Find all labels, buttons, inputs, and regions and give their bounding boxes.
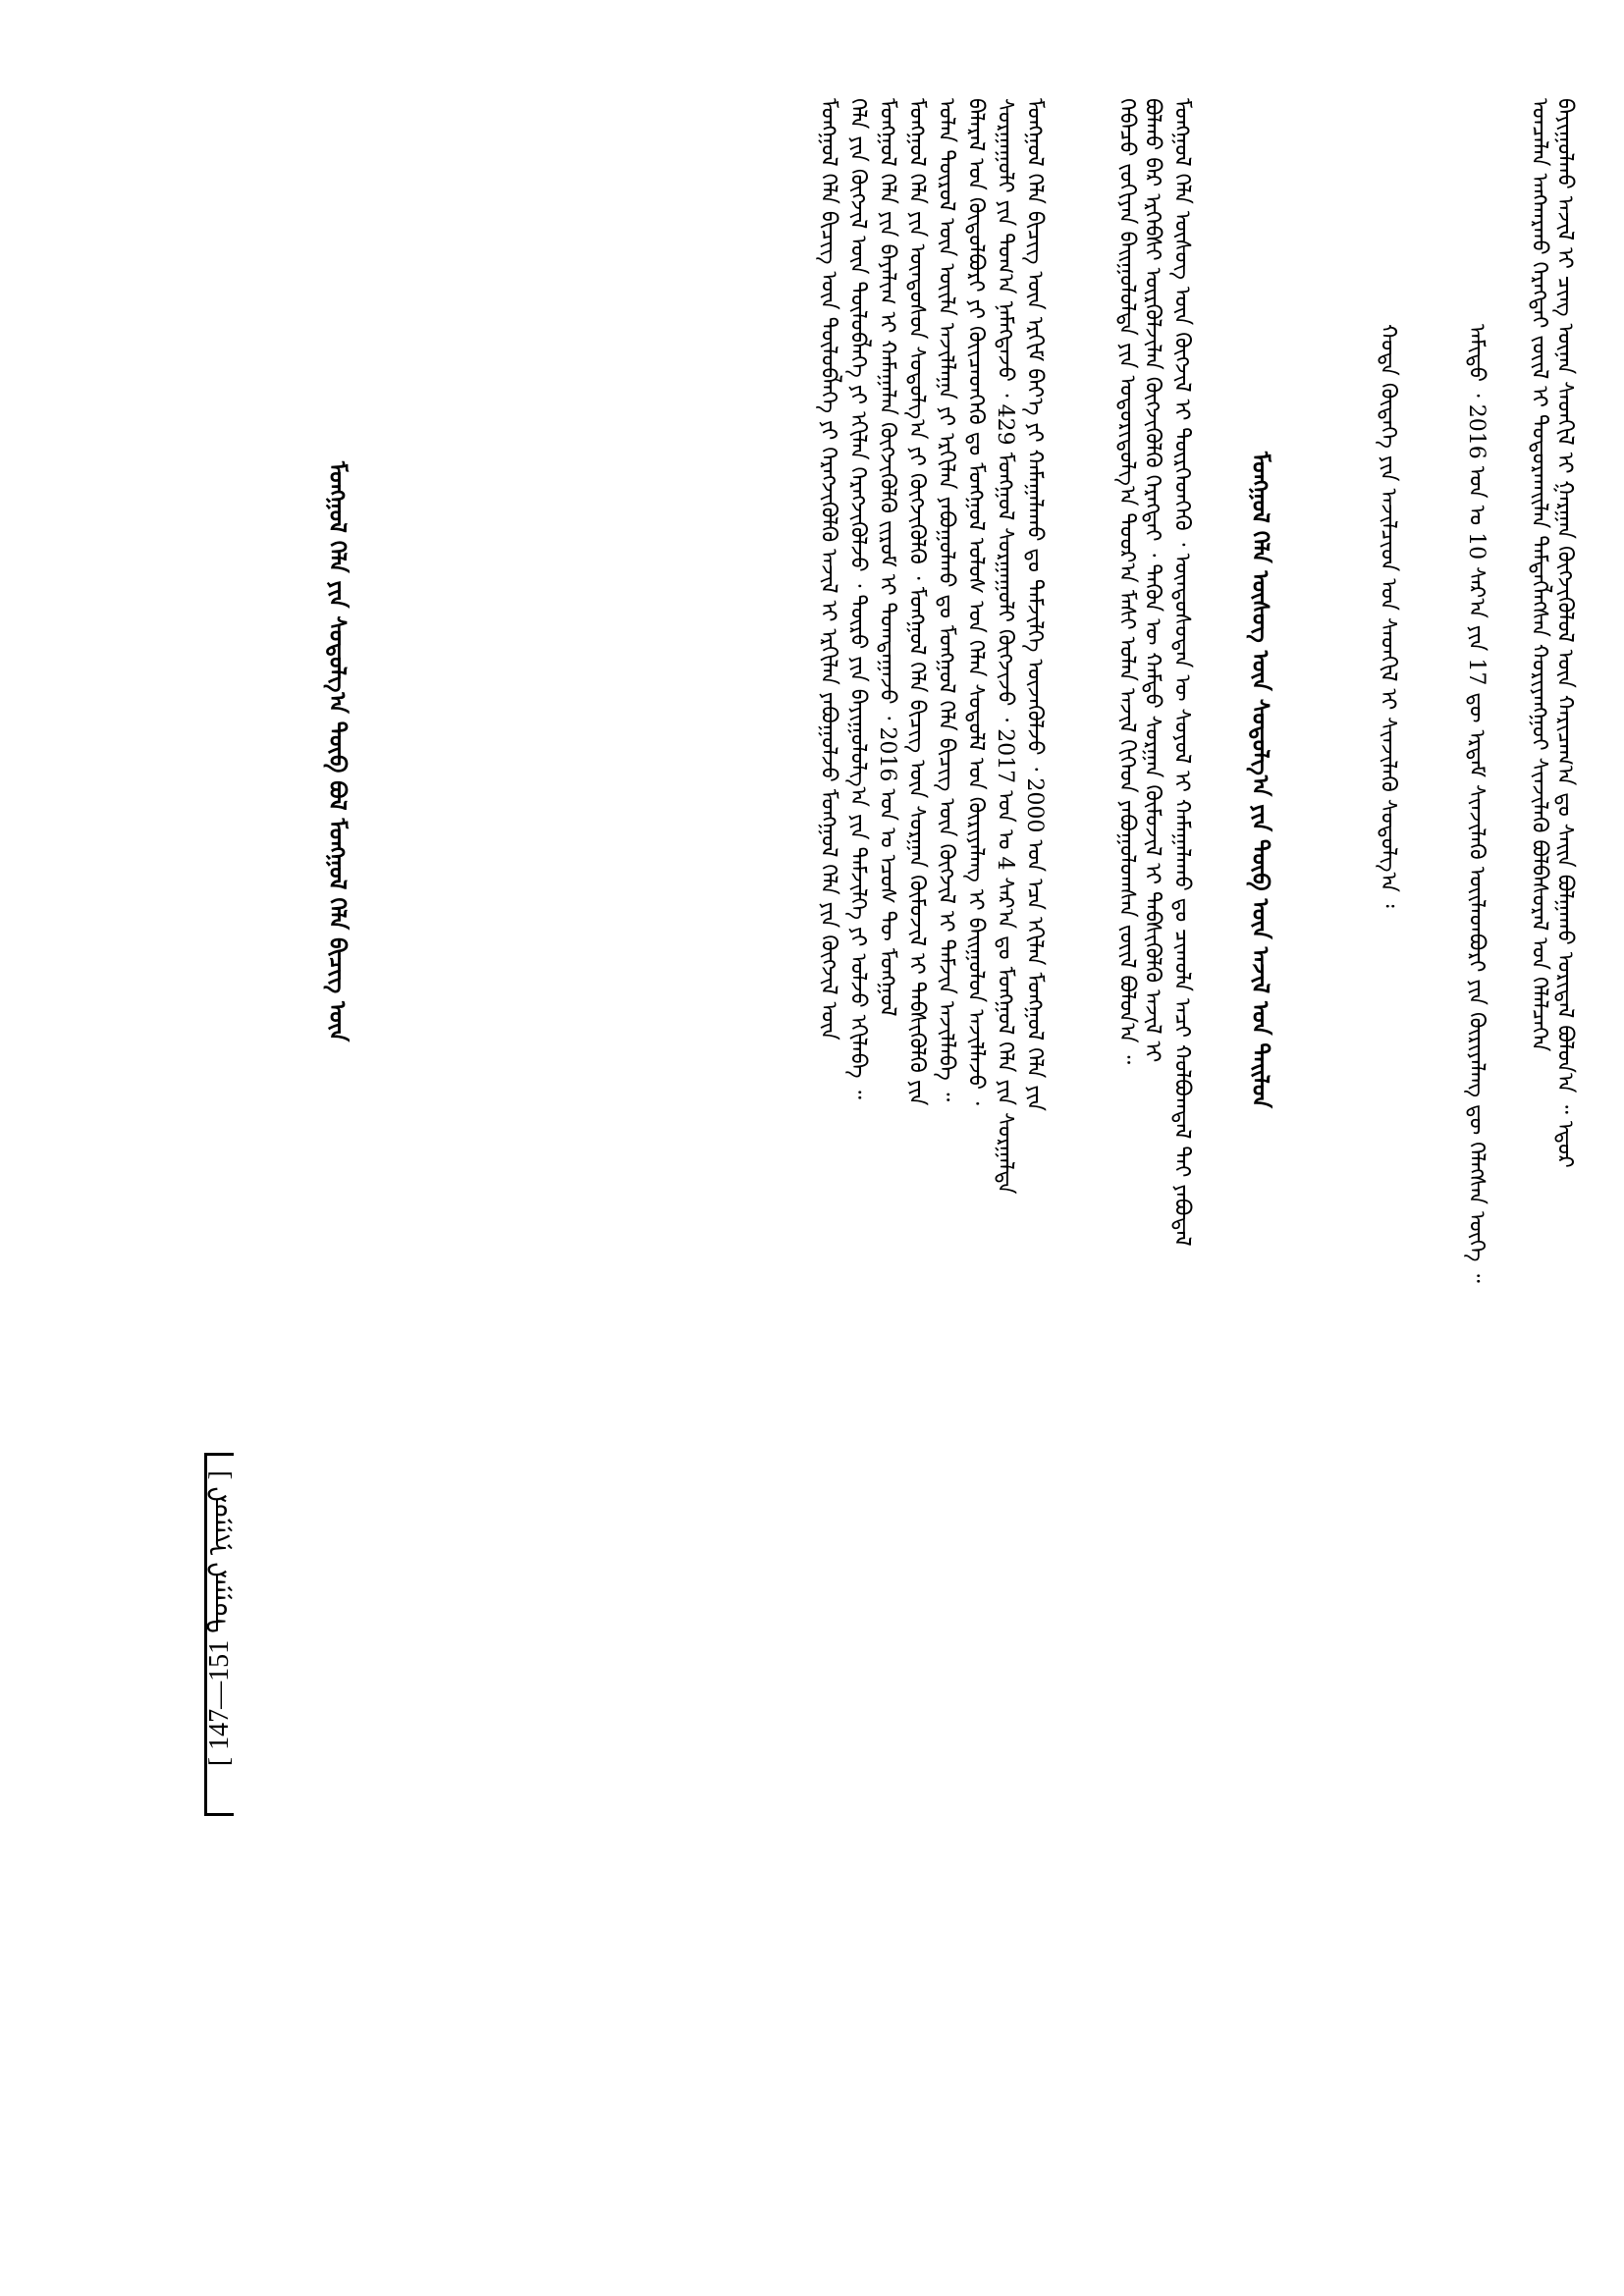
text-line-11: ᠪᠠᠯᠠᠷᠠᠯ ᠤᠨ ᠬᠥᠲᠦᠯᠪᠦᠷᠢ ᠶᠢ ᠭᠦᠢᠴᠡᠳᠭᠡᠬᠦ ᠳᠤ ᠮᠣᠩᠭᠣᠯ ᠤᠯᠤᠰ ᠤᠨ ᠬᠡᠯᠡᠨ ᠰᠤᠳᠤᠯᠯ ᠤᠨ ᠬᠦᠷᠢᠶᠡᠯᠡᠩ ᠢ ᠪᠠᠢᠭᠤᠯᠤᠨ ᠠᠵᠢᠯᠯᠠᠵᠤ ᠂	[963, 98, 988, 1105]
text-line-10: ᠰᠤᠷᠭᠠᠭᠤᠯᠢ ᠶᠢᠨ ᠲᠣᠭ᠎ᠠ ᠨᠡᠮᠡᠭᠳᠡᠵᠦ ᠂ 429 ᠮᠣᠩᠭᠣᠯ ᠰᠤᠷᠭᠠᠭᠤᠯᠢ ᠬᠥᠭᠵᠢᠵᠦ ᠂ 2017 ᠣᠨ ᠤ 4 ᠰᠠᠷ᠎ᠠ ᠳᠤ ᠮᠣᠩᠭᠣᠯ ᠬᠡᠯᠡ ᠶᠢᠨ ᠰᠤᠷᠭᠠᠯᠲᠠ	[993, 98, 1017, 1195]
text-line-13: ᠮᠣᠩᠭᠣᠯ ᠬᠡᠯᠡ ᠶᠢᠨ ᠦᠨᠳᠦᠰᠦᠨ ᠰᠤᠳᠤᠯᠭ᠎ᠠ ᠶᠢ ᠬᠥᠭᠵᠢᠭᠦᠯᠬᠦ ᠂ ᠮᠣᠩᠭᠣᠯ ᠬᠡᠯᠡ ᠪᠢᠴᠢᠭ ᠦᠨ ᠰᠤᠷᠭᠠᠨ ᠬᠥᠮᠦᠵᠢᠯ ᠢ ᠳᠡᠪᠰᠢᠭᠦᠯᠬᠦ ᠶᠢᠨ	[904, 98, 929, 1106]
text-line-14: ᠮᠣᠩᠭᠣᠯ ᠬᠡᠯᠡ ᠶᠢᠨ ᠪᠠᠶᠠᠯᠢᠭ ᠢ ᠬᠠᠮᠠᠭᠠᠯᠠᠨ ᠬᠥᠭᠵᠢᠭᠦᠯᠬᠦ ᠵᠢᠷᠤᠮ ᠢ ᠲᠣᠭᠲᠠᠭᠠᠵᠤ ᠂ 2016 ᠣᠨ ᠤ ᠡᠴᠦᠰ ᠲᠦ ᠮᠣᠩᠭᠣᠯ	[875, 98, 899, 1017]
text-line-8: ᠭᠡᠪᠡᠴᠦ ᠵᠣᠬᠢᠶᠠᠨ ᠪᠠᠢᠭᠤᠯᠤᠯᠲᠠ ᠶᠢᠨ ᠤᠳᠤᠷᠢᠳᠤᠯᠭ᠎ᠠ ᠳᠣᠣᠷ᠎ᠠ ᠮᠠᠰᠢ ᠣᠯᠠᠨ ᠠᠵᠢᠯ ᠬᠢᠭᠡᠳ ᠶᠠᠪᠤᠭᠤᠯᠤᠭᠰᠠᠨ ᠵᠦᠢᠯ ᠪᠣᠯᠤᠨ᠎ᠠ ᠃	[1114, 98, 1139, 1065]
text-line-6: ᠮᠣᠩᠭᠣᠯ ᠬᠡᠯᠡ ᠦᠰᠦᠭ ᠦᠨ ᠬᠥᠭᠵᠢᠯ ᠢ ᠲᠦᠷᠭᠡᠳᠭᠡᠬᠦ ᠂ ᠦᠨᠳᠦᠰᠦᠲᠡᠨ ᠦ ᠰᠣᠶᠣᠯ ᠢ ᠬᠠᠮᠠᠭᠠᠯᠠᠬᠤ ᠳᠤ ᠴᠢᠬᠤᠯᠠ ᠠᠴᠢ ᠬᠣᠯᠪᠣᠭᠳᠠᠯ ᠲᠠᠢ ᠶᠠᠪᠤᠳᠠᠯ	[1169, 98, 1194, 1247]
text-line-9: ᠮᠣᠩᠭᠣᠯ ᠬᠡᠯᠡ ᠪᠢᠴᠢᠭ ᠦᠨ ᠡᠷᠬᠢᠮ ᠪᠡᠶ᠎ᠡ ᠶᠢ ᠬᠠᠮᠠᠭᠠᠯᠠᠬᠤ ᠳᠤ ᠳᠡᠮᠵᠢᠯᠭᠡ ᠦᠵᠡᠭᠦᠯᠵᠦ ᠂ 2000 ᠣᠨ ᠡᠴᠡ ᠡᠬᠢᠯᠡᠨ ᠮᠣᠩᠭᠣᠯ ᠬᠡᠯᠡ ᠶᠢᠨ	[1022, 98, 1047, 1112]
text-line-15: ᠬᠡᠯᠡ ᠶᠢᠨ ᠬᠥᠭᠵᠢᠯ ᠦᠨ ᠲᠥᠯᠥᠪᠯᠡᠭᠡ ᠶᠢ ᠡᠬᠢᠯᠡᠨ ᠬᠡᠷᠡᠭᠵᠢᠭᠦᠯᠵᠦ ᠂ ᠲᠥᠷᠦ ᠶᠢᠨ ᠪᠠᠶᠢᠭᠤᠯᠤᠯᠭ᠎ᠠ ᠶᠢᠨ ᠳᠡᠮᠵᠢᠯᠭᠡ ᠶᠢ ᠣᠯᠵᠤ ᠡᠬᠢᠯᠡᠪᠡ ᠃	[845, 98, 870, 1099]
page-reference-text: [ 147—151 ᠳᠤᠭᠠᠷ ᠨᠢᠭᠤᠷ ]	[204, 1470, 235, 1767]
section-title: ᠮᠣᠩᠭᠣᠯ ᠬᠡᠯᠡ ᠦᠰᠦᠭ ᠦᠨ ᠰᠤᠳᠤᠯᠭ᠎ᠠ ᠶᠢᠨ ᠲᠥᠪ ᠦᠨ ᠠᠵᠢᠯ ᠤᠨ ᠲᠠᠢᠯᠤᠨ	[1247, 452, 1272, 1108]
text-line-7: ᠪᠣᠯᠬᠤ ᠪᠠᠷ ᠡᠷᠬᠡᠪᠰᠢ ᠦᠷᠭᠦᠯᠵᠢᠯᠡᠨ ᠬᠥᠭᠵᠢᠭᠦᠯᠬᠦ ᠬᠡᠷᠡᠭᠲᠡᠢ ᠂ ᠲᠡᠭᠦᠨ ᠦ ᠬᠠᠮᠲᠤ ᠰᠤᠷᠭᠠᠨ ᠬᠥᠮᠦᠵᠢᠯ ᠢ ᠳᠡᠪᠰᠢᠭᠦᠯᠬᠦ ᠠᠵᠢᠯ ᠢ	[1140, 98, 1164, 1063]
text-line-2: ᠣᠨᠴᠠᠯᠠᠨ ᠠᠩᠬᠠᠷᠬᠤ ᠬᠡᠷᠡᠭᠲᠡᠢ ᠵᠦᠢᠯ ᠢ ᠲᠣᠳᠣᠷᠬᠠᠢᠯᠠᠨ ᠲᠡᠮᠳᠡᠭᠯᠡᠭᠰᠡᠨ ᠬᠣᠷᠢᠶᠠᠩᠭᠤᠢ ᠰᠢᠨᠵᠢᠯᠡᠬᠦ ᠪᠣᠯᠪᠠᠰᠤᠷᠠᠯ ᠤᠨ ᠬᠡᠯᠡᠯᠴᠡᠭᠡᠨ	[1527, 98, 1551, 1052]
bottom-heading: ᠮᠣᠩᠭᠣᠯ ᠬᠡᠯᠡ ᠶᠢᠨ ᠰᠤᠳᠤᠯᠭ᠎ᠠ ᠲᠦᠪ ᠪᠣᠯ ᠮᠣᠩᠭᠣᠯ ᠬᠡᠯᠡ ᠪᠢᠴᠢᠭ ᠦᠨ	[324, 461, 350, 1042]
page-reference	[196, 1453, 242, 1816]
bracket-bottom	[204, 1813, 234, 1816]
text-line-1: ᠪᠠᠶᠢᠭᠤᠯᠬᠤ ᠠᠵᠢᠯ ᠢ ᠴᠢᠩ ᠦᠨᠡᠨ ᠰᠡᠳᠬᠢᠯ ᠢ ᠭᠠᠷᠭᠠᠨ ᠬᠥᠭᠵᠢᠭᠦᠯᠦᠯ ᠦᠨ ᠬᠠᠷᠢᠴᠠᠭ᠎ᠠ ᠳᠤ ᠰᠠᠢᠨ ᠪᠤᠯᠭᠠᠬᠤ ᠤᠷᠢᠳᠠᠯ ᠪᠤᠯᠤᠨ᠎ᠠ ᠃ ᠡᠳᠦᠷ	[1552, 98, 1577, 1168]
text-line-3: ᠠᠮᠢᠳᠤ ᠂ 2016 ᠣᠨ ᠤ 10 ᠰᠠᠷ᠎ᠠ ᠶᠢᠨ 17 ᠳᠦ ᠡᠷᠳᠡᠮ ᠰᠢᠨᠵᠢᠯᠡᠬᠦ ᠦᠢᠯᠡᠳᠪᠦᠷᠢ ᠶᠢᠨ ᠬᠦᠷᠢᠶᠡᠯᠡᠩ ᠳᠦ ᠬᠡᠯᠡᠭᠰᠡᠨ ᠦᠭᠡ ᠃	[1464, 324, 1489, 1283]
text-line-16: ᠮᠣᠩᠭᠣᠯ ᠬᠡᠯᠡ ᠪᠢᠴᠢᠭ ᠦᠨ ᠲᠥᠯᠥᠪᠯᠡᠭᠡ ᠶᠢ ᠬᠡᠷᠡᠭᠵᠢᠭᠦᠯᠬᠦ ᠠᠵᠢᠯ ᠢ ᠡᠷᠬᠢᠯᠡᠨ ᠶᠠᠪᠤᠭᠤᠯᠵᠤ ᠮᠣᠩᠭᠣᠯ ᠬᠡᠯᠡ ᠶᠢᠨ ᠬᠥᠭᠵᠢᠯ ᠦᠨ	[816, 98, 840, 1041]
bracket-top	[204, 1453, 234, 1456]
text-line-12: ᠣᠯᠠᠨ ᠲᠥᠷᠦᠯ ᠦᠨ ᠦᠢᠯᠡ ᠠᠵᠢᠯᠯᠠᠭᠠ ᠶᠢ ᠡᠷᠬᠢᠯᠡᠨ ᠶᠠᠪᠤᠭᠤᠯᠬᠤ ᠳᠤ ᠮᠣᠩᠭᠣᠯ ᠬᠡᠯᠡ ᠪᠢᠴᠢᠭ ᠦᠨ ᠬᠥᠭᠵᠢᠯ ᠢ ᠳᠡᠮᠵᠢᠨ ᠠᠵᠢᠯᠯᠠᠪᠠ ᠃	[934, 98, 958, 1102]
subheading-1: ᠬᠣᠳᠠ ᠬᠦᠳᠡᠭᠡ ᠶᠢᠨ ᠠᠵᠢᠯᠴᠢᠳ ᠤᠨ ᠰᠡᠳᠬᠢᠯ ᠢ ᠰᠢᠨᠵᠢᠯᠡᠬᠦ ᠰᠤᠳᠤᠯᠭ᠎ᠠ ᠄	[1376, 324, 1400, 908]
